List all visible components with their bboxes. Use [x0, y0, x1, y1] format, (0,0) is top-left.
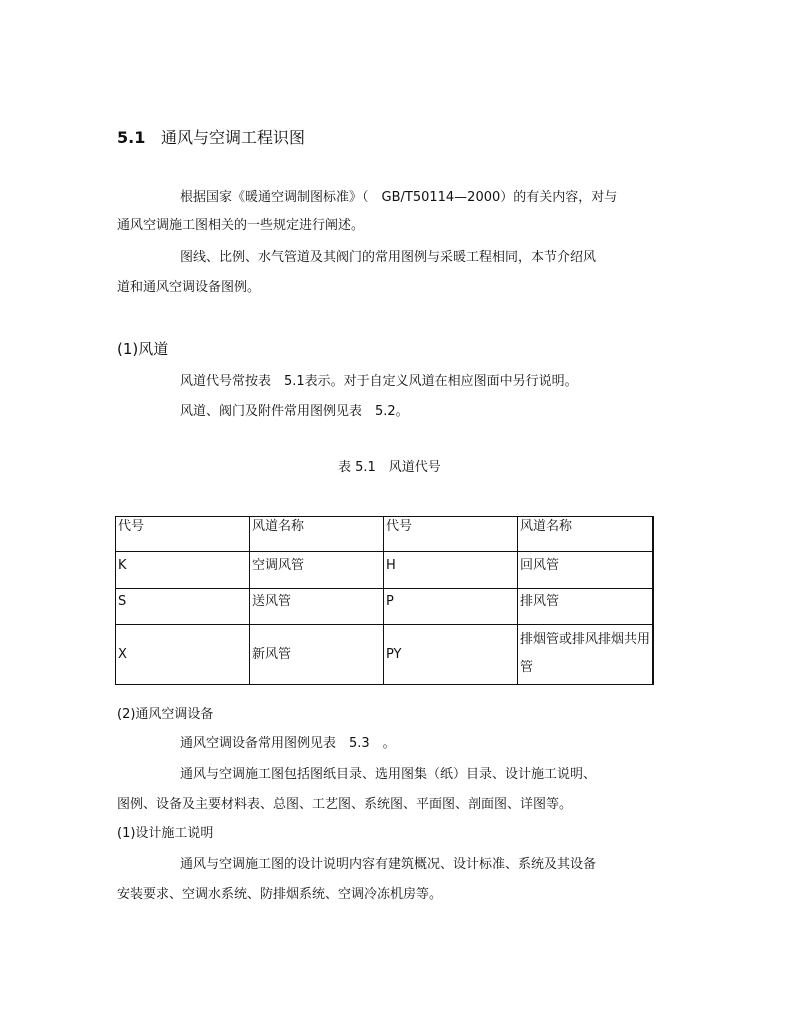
- duct-heading: (1)风道: [117, 340, 169, 358]
- table-cell: PY: [384, 625, 518, 685]
- table-row: [116, 625, 653, 685]
- table-row: [116, 552, 653, 589]
- table-header-cell: 代号: [116, 517, 250, 552]
- table-cell: H: [384, 552, 518, 589]
- duct-line-2: 风道、阀门及附件常用图例见表 5.2。: [180, 404, 409, 419]
- table-cell: 排风管: [518, 589, 653, 625]
- design-line-2: 安装要求、空调水系统、防排烟系统、空调冷冻机房等。: [117, 887, 443, 902]
- table-cell: X: [116, 625, 250, 685]
- table-caption: 表 5.1 风道代号: [338, 460, 441, 475]
- duct-line-1: 风道代号常按表 5.1表示。对于自定义风道在相应图面中另行说明。: [180, 374, 578, 389]
- intro-paragraph-1-line-2: 通风空调施工图相关的一些规定进行阐述。: [117, 218, 365, 233]
- equipment-line-2: 通风与空调施工图包括图纸目录、选用图集（纸）目录、设计施工说明、: [180, 767, 597, 782]
- table-cell: 排烟管或排风排烟共用管: [518, 625, 653, 685]
- table-cell: K: [116, 552, 250, 589]
- table-cell: 新风管: [250, 625, 384, 685]
- design-line-1: 通风与空调施工图的设计说明内容有建筑概况、设计标准、系统及其设备: [180, 857, 597, 872]
- table-cell: 送风管: [250, 589, 384, 625]
- table-header-cell: 代号: [384, 517, 518, 552]
- table-cell: 回风管: [518, 552, 653, 589]
- table-row: [116, 589, 653, 625]
- intro-paragraph-2-line-2: 道和通风空调设备图例。: [117, 280, 261, 295]
- equipment-line-3: 图例、设备及主要材料表、总图、工艺图、系统图、平面图、剖面图、详图等。: [117, 797, 573, 812]
- design-heading: (1)设计施工说明: [117, 826, 214, 841]
- table-cell: 空调风管: [250, 552, 384, 589]
- table-cell: P: [384, 589, 518, 625]
- equipment-heading: (2)通风空调设备: [117, 707, 214, 722]
- table-header-row: [116, 517, 653, 552]
- table-header-cell: 风道名称: [250, 517, 384, 552]
- table-cell: S: [116, 589, 250, 625]
- intro-paragraph-2-line-1: 图线、比例、水气管道及其阀门的常用图例与采暖工程相同，本节介绍风: [180, 250, 597, 265]
- table-header-cell: 风道名称: [518, 517, 653, 552]
- section-number: 5.1: [117, 128, 146, 147]
- duct-code-table: [115, 516, 654, 685]
- section-title: 通风与空调工程识图: [161, 128, 306, 147]
- intro-paragraph-1-line-1: 根据国家《暖通空调制图标准》（ GB/T50114—2000）的有关内容，对与: [180, 190, 618, 205]
- section-heading: [117, 128, 305, 148]
- equipment-line-1: 通风空调设备常用图例见表 5.3 。: [180, 736, 396, 751]
